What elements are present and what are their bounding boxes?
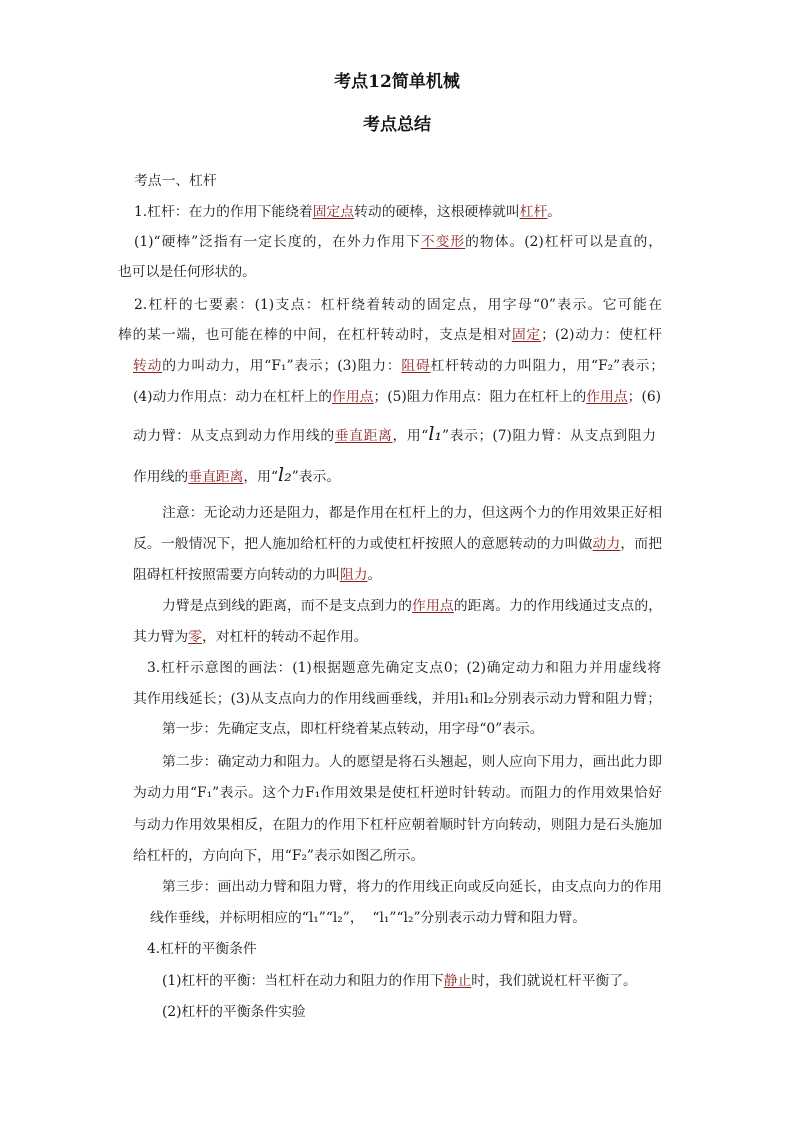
text-line (133, 627, 368, 647)
text-line (150, 908, 586, 928)
text-line (134, 171, 217, 191)
page-title: 考点12简单机械 (334, 72, 460, 92)
text-line (133, 783, 662, 803)
underlined-term: 零 (188, 629, 202, 645)
text-run: ；(2)动力：使杠杆 (541, 327, 663, 343)
section-heading: 4.杠杆的平衡条件 (147, 941, 257, 957)
text-run: 作用线的 (133, 469, 189, 485)
underlined-term: 作用点 (332, 389, 374, 405)
math-symbol: l₂ (278, 464, 292, 486)
text-line (118, 262, 256, 282)
text-run: ”表示。 (291, 469, 341, 485)
text-run: 第二步：确定动力和阻力。人的愿望是将石头翘起，则人应向下用力，画出此力即 (162, 754, 662, 770)
section-heading: 考点一、杠杆 (134, 173, 217, 189)
text-line (134, 295, 662, 315)
underlined-term: 作用点 (412, 598, 454, 614)
text-line (133, 689, 661, 709)
text-line (133, 387, 661, 407)
text-run: ；(5)阻力作用点：阻力在杠杆上的 (373, 389, 587, 405)
text-run: (1)杠杆的平衡：当杠杆在动力和阻力的作用下 (162, 973, 444, 989)
text-line (147, 939, 257, 959)
text-line (133, 356, 664, 376)
text-line (162, 752, 662, 772)
text-run: 线作垂线，并标明相应的“l₁”“l₂”， “l₁”“l₂”分别表示动力臂和阻力臂。 (150, 910, 587, 926)
text-run: 其力臂为 (133, 629, 189, 645)
text-run: 反。一般情况下，把人施加给杠杆的力或使杠杆按照人的意愿转动的力叫做 (133, 536, 593, 552)
text-run: 为动力用“F₁”表示。这个力F₁作用效果是使杠杆逆时针转动。而阻力的作用效果恰好 (133, 785, 662, 801)
text-run: 的力叫动力，用“F₁”表示；(3)阻力： (162, 358, 402, 374)
text-line (133, 815, 662, 835)
text-line (162, 719, 544, 739)
text-run: 时，我们就说杠杆平衡了。 (471, 973, 637, 989)
text-line (118, 325, 662, 345)
underlined-term: 作用点 (586, 389, 628, 405)
text-line (162, 877, 662, 897)
text-run: 棒的某一端，也可能在棒的中间，在杠杆转动时，支点是相对 (118, 327, 512, 343)
text-run: (1)“硬棒”泛指有一定长度的，在外力作用下 (134, 234, 421, 250)
text-line (133, 846, 424, 866)
underlined-term: 固定点 (312, 204, 355, 220)
underlined-term: 垂直距离 (188, 469, 244, 485)
text-line (147, 658, 661, 678)
text-run: 力臂是点到线的距离，而不是支点到力的 (162, 598, 413, 614)
text-line (162, 596, 662, 616)
underlined-term: 阻力 (339, 567, 368, 583)
text-run: ，用“ (243, 469, 279, 485)
underlined-term: 阻碍 (401, 358, 431, 374)
underlined-term: 固定 (511, 327, 542, 343)
underlined-term: 不变形 (420, 234, 466, 250)
text-run: 阻碍杠杆按照需要方向转动的力叫 (133, 567, 340, 583)
text-run: 的距离。力的作用线通过支点的， (453, 598, 663, 614)
underlined-term: 动力 (592, 536, 621, 552)
text-line (133, 565, 381, 585)
text-line (162, 971, 637, 991)
underlined-term: 转动 (133, 358, 163, 374)
text-line (162, 1002, 306, 1022)
text-run: 动力臂：从支点到动力作用线的 (133, 428, 335, 444)
text-run: ；(6) (627, 389, 662, 405)
text-run: 也可以是任何形状的。 (118, 264, 256, 280)
text-run: 注意：无论动力还是阻力，都是作用在杠杆上的力，但这两个力的作用效果正好相 (162, 505, 662, 521)
text-run: ，对杠杆的转动不起作用。 (201, 629, 368, 645)
math-symbol: l₁ (428, 423, 443, 445)
text-run: ”表示；(7)阻力臂：从支点到阻力 (442, 428, 656, 444)
text-line (134, 202, 561, 222)
text-run: 的物体。(2)杠杆可以是直的， (465, 234, 663, 250)
text-line (134, 232, 662, 252)
text-run: 杠杆转动的力叫阻力，用“F₂”表示； (430, 358, 665, 374)
text-run: 给杠杆的，方向向下，用“F₂”表示如图乙所示。 (133, 848, 425, 864)
underlined-term: 垂直距离 (334, 428, 393, 444)
text-line (162, 503, 662, 523)
text-run: 其作用线延长；(3)从支点向力的作用线画垂线，并用l₁和l₂分别表示动力臂和阻力臂； (133, 691, 661, 707)
text-run: ，用“ (392, 428, 429, 444)
text-run: 3.杠杆示意图的画法：(1)根据题意先确定支点0；(2)确定动力和阻力并用虚线将 (147, 660, 661, 676)
text-run: 与动力作用效果相反，在阻力的作用下杠杆应朝着顺时针方向转动，则阻力是石头施加 (133, 817, 662, 833)
text-run: (2)杠杆的平衡条件实验 (162, 1004, 306, 1020)
text-run: 第三步：画出动力臂和阻力臂，将力的作用线正向或反向延长，由支点向力的作用 (162, 879, 662, 895)
text-run: 转动的硬棒，这根硬棒就叫 (354, 204, 520, 220)
text-line (133, 534, 662, 554)
text-run: 1.杠杆：在力的作用下能绕着 (134, 204, 313, 220)
text-line (133, 465, 340, 487)
underlined-term: 杠杆 (519, 204, 548, 220)
text-run: 第一步：先确定支点，即杠杆绕着某点转动，用字母“0”表示。 (162, 721, 544, 737)
text-run: ，而把 (620, 536, 663, 552)
text-run: 。 (367, 567, 382, 583)
text-run: (4)动力作用点：动力在杠杆上的 (133, 389, 333, 405)
text-run: 2.杠杆的七要素：(1)支点：杠杆绕着转动的固定点，用字母“0”表示。它可能在 (134, 297, 662, 313)
text-run: 。 (547, 204, 562, 220)
underlined-term: 静止 (443, 973, 472, 989)
section-subtitle: 考点总结 (363, 115, 431, 135)
text-line (133, 424, 656, 446)
